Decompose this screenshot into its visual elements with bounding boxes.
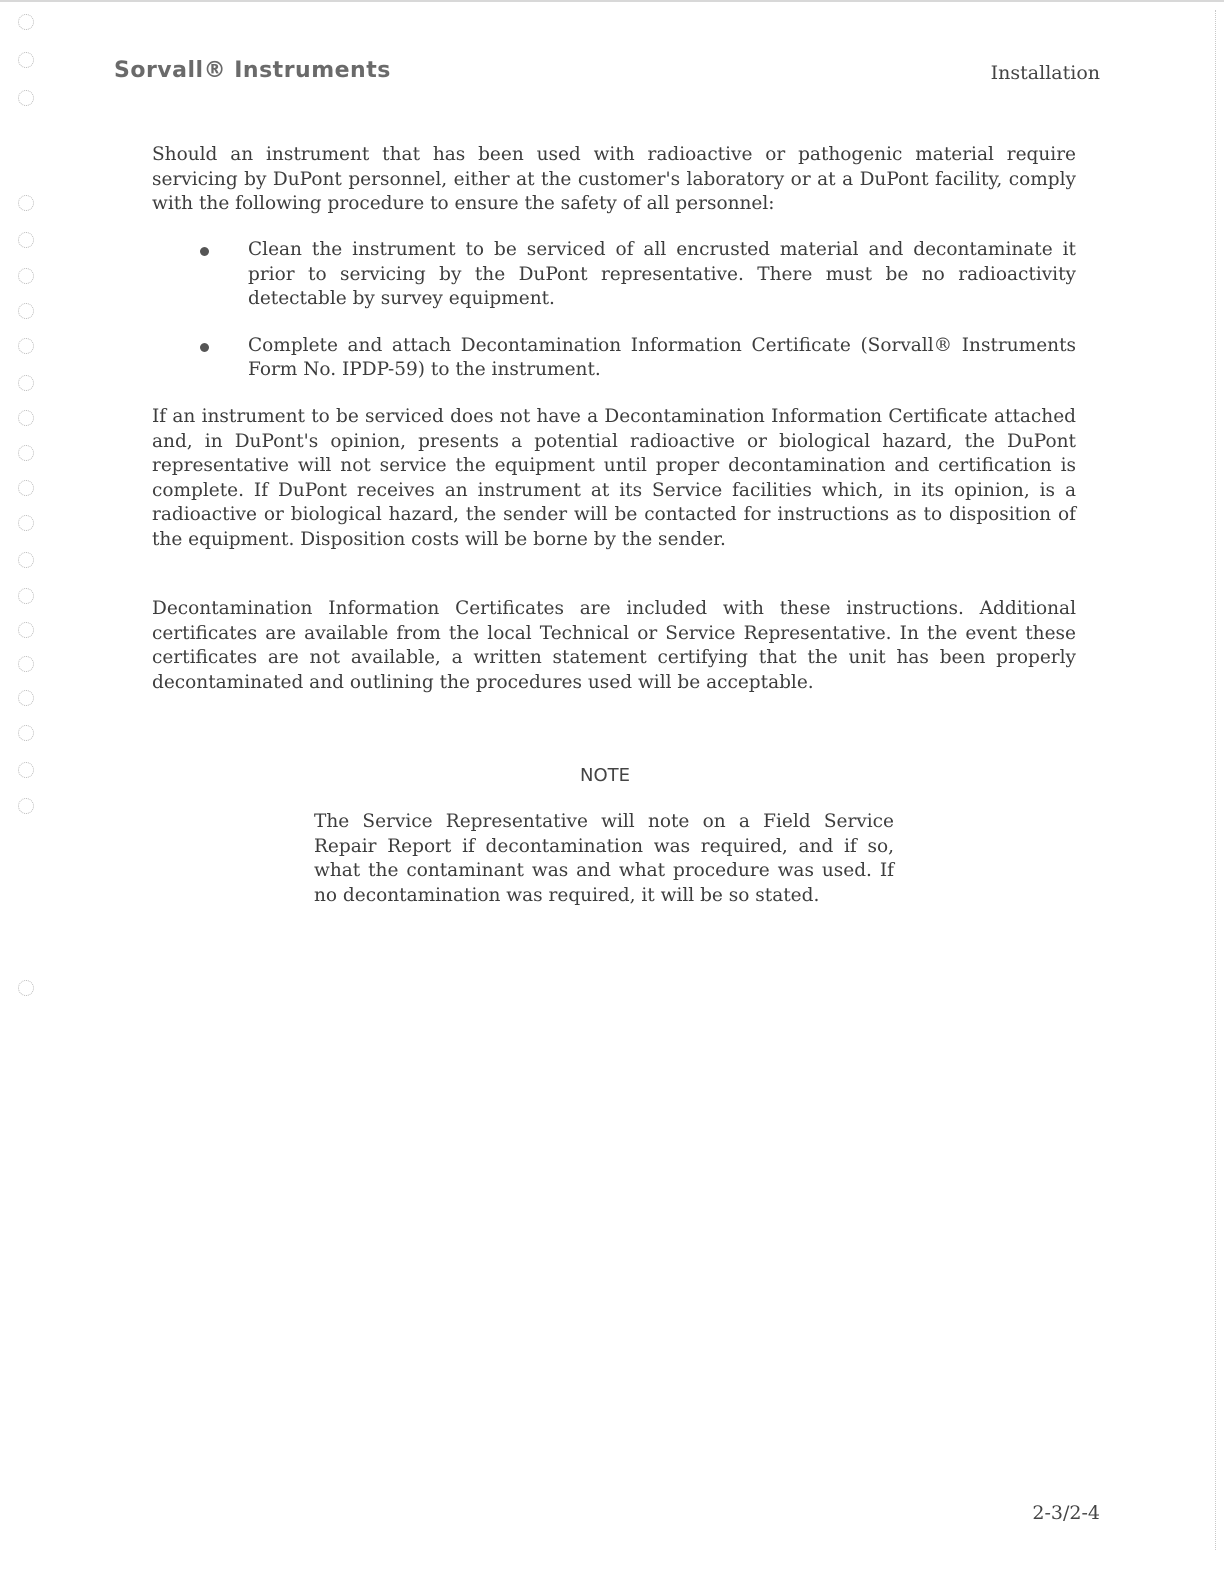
procedure-list xyxy=(196,238,1076,405)
scan-artifact xyxy=(18,622,34,638)
scan-artifact xyxy=(18,14,34,30)
scan-artifact xyxy=(18,762,34,778)
note-body: The Service Representative will note on a Field Service Repair Report if decontamination was required, and if so, what the contaminant was and what procedure was used. If no decontamination was required, it will be so stated. xyxy=(314,811,894,906)
scan-artifact xyxy=(18,232,34,248)
list-item-text: Complete and attach Decontamination Information Certificate (Sorvall® Instruments Form No. IPDP-59) to the instrument. xyxy=(248,334,1076,380)
scan-artifact xyxy=(18,338,34,354)
scan-artifact xyxy=(18,445,34,461)
scan-artifact xyxy=(18,375,34,391)
scan-artifact xyxy=(18,552,34,568)
scan-artifact xyxy=(18,268,34,284)
scan-artifact xyxy=(18,725,34,741)
scan-artifact xyxy=(18,480,34,496)
intro-paragraph: Should an instrument that has been used with radioactive or pathogenic material require servicing by DuPont personnel, either at the customer's laboratory or at a DuPont facility, comply with the following procedure to ensure the safety of all personnel: xyxy=(152,144,1076,214)
scan-artifact xyxy=(18,690,34,706)
page-number: 2-3/2-4 xyxy=(1032,1502,1100,1524)
scan-artifact xyxy=(18,303,34,319)
scan-artifact xyxy=(18,980,34,996)
hazard-paragraph: If an instrument to be serviced does not have a Decontamination Information Certificate attached and, in DuPont's opinion, presents a potential radioactive or biological hazard, the DuPont representative will not service the equipment until proper decontamination and certification is complete. If DuPont receives an instrument at its Service facilities which, in its opinion, is a radioactive or biological hazard, the sender will be contacted for instructions as to disposition of the equipment. Disposition costs will be borne by the sender. xyxy=(152,406,1076,550)
section-header: Installation xyxy=(990,62,1100,84)
scan-artifact xyxy=(18,656,34,672)
bullet-icon xyxy=(200,247,209,256)
certificates-paragraph: Decontamination Information Certificates are included with these instructions. Additional certificates are available from the local Technical or Service Representative. In the event these certificates are not available, a written statement certifying that the unit has been properly decontaminated and outlining the procedures used will be acceptable. xyxy=(152,598,1076,693)
note-title: NOTE xyxy=(580,765,631,786)
scan-artifact xyxy=(18,798,34,814)
scan-artifact xyxy=(18,410,34,426)
scan-artifact xyxy=(18,195,34,211)
scan-artifact xyxy=(18,588,34,604)
list-item-text: Clean the instrument to be serviced of all encrusted material and decontaminate it prior to servicing by the DuPont representative. There must be no radioactivity detectable by survey equipment. xyxy=(248,239,1076,309)
scan-artifact xyxy=(18,515,34,531)
scan-artifact xyxy=(18,52,34,68)
scan-right-edge xyxy=(1214,10,1216,1550)
list-item xyxy=(196,238,1076,312)
scan-artifact xyxy=(18,90,34,106)
bullet-icon xyxy=(200,343,209,352)
scan-top-edge xyxy=(0,0,1224,2)
list-item xyxy=(196,334,1076,383)
brand-header: Sorvall® Instruments xyxy=(114,58,391,83)
